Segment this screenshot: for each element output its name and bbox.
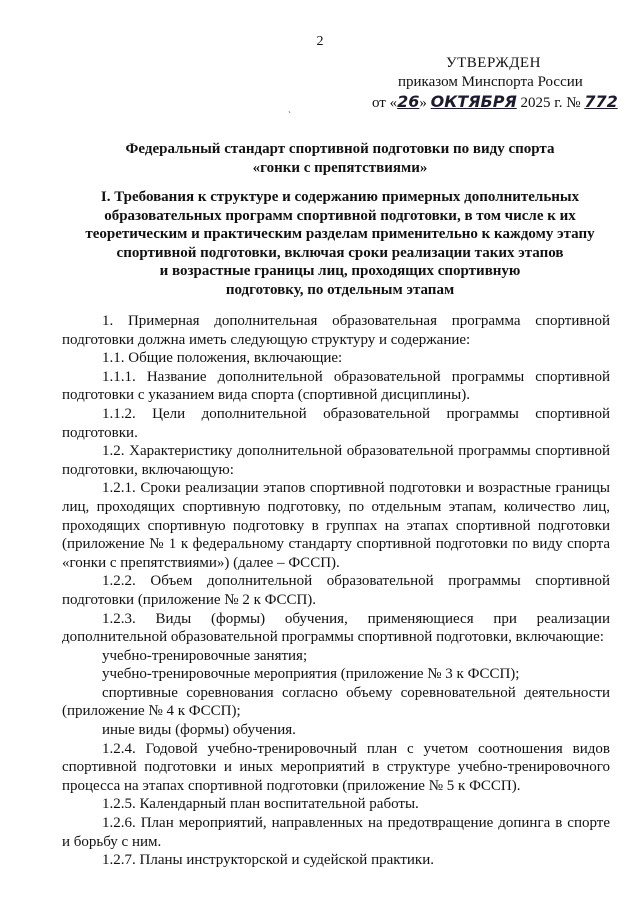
date-mid: »: [419, 95, 427, 111]
document-title: [60, 140, 620, 178]
paragraph: 1.2.5. Календарный план воспитательной работы.: [102, 796, 419, 813]
handwritten-order-number: 772: [584, 92, 618, 111]
order-line: приказом Минспорта России: [398, 74, 583, 90]
date-year: 2025 г. №: [520, 95, 581, 111]
paragraph: 1. Примерная дополнительная образовательная программа спортивной подготовки должна иметь следующую структуру и содержание:: [62, 313, 610, 348]
document-body: [62, 312, 610, 870]
heading-line: спортивной подготовки, включая сроки реализации таких этапов: [116, 244, 564, 261]
heading-line: и возрастные границы лиц, проходящих спортивную: [159, 263, 521, 280]
handwritten-day: 26: [397, 92, 420, 111]
section-heading: [60, 188, 620, 300]
heading-line: подготовку, по отдельным этапам: [225, 281, 455, 298]
title-line-1: Федеральный стандарт спортивной подготовки по виду спорта: [125, 141, 555, 157]
date-prefix: от «: [372, 95, 398, 111]
paragraph: 1.2.6. План мероприятий, направленных на предотвращение допинга в спорте и борьбу с ним.: [62, 815, 610, 850]
list-line: учебно-тренировочные мероприятия (приложение № 3 к ФССП);: [102, 666, 520, 683]
order-date-line: [372, 92, 622, 113]
scan-mark: `: [288, 110, 291, 120]
paragraph: 1.1. Общие положения, включающие:: [102, 350, 343, 367]
approval-stamp: [372, 54, 622, 113]
paragraph: 1.1.2. Цели дополнительной образовательной программы спортивной подготовки.: [62, 405, 610, 441]
list-line: учебно-тренировочные занятия;: [102, 647, 308, 664]
handwritten-month: ОКТЯБРЯ: [430, 92, 517, 111]
paragraph: 1.2.4. Годовой учебно-тренировочный план с учетом соотношения видов спортивной подготовки и иных мероприятий в структуре учебно-тренировочного процесса на этапах спортивной подготовки (приложение № 5 к ФССП).: [62, 740, 610, 794]
paragraph: 1.2. Характеристику дополнительной образовательной программы спортивной подготовки, включающую:: [62, 443, 610, 478]
paragraph: 1.1.1. Название дополнительной образовательной программы спортивной подготовки с указанием вида спорта (спортивной дисциплины).: [62, 368, 610, 404]
paragraph: 1.2.7. Планы инструкторской и судейской практики.: [102, 852, 434, 869]
paragraph: 1.2.1. Сроки реализации этапов спортивной подготовки и возрастные границы лиц, проходящих спортивную подготовку, по отдельным этапам, количество лиц, проходящих спортивную подготовку в группах на этапах спортивной подготовки (приложение № 1 к федеральному стандарту спортивной подготовки по виду спорта «гонки с препятствиями») (далее – ФССП).: [62, 480, 610, 571]
heading-line: теоретическим и практическим разделам применительно к каждому этапу: [85, 226, 595, 243]
heading-line: образовательных программ спортивной подготовки, в том числе к их: [104, 207, 576, 224]
paragraph: 1.2.3. Виды (формы) обучения, применяющиеся при реализации дополнительной образовательной программы спортивной подготовки, включающие:: [62, 610, 610, 646]
list-line: спортивные соревнования согласно объему соревновательной деятельности (приложение № 4 к ФССП);: [62, 684, 610, 720]
list-line: иные виды (формы) обучения.: [102, 722, 296, 739]
approved-label: УТВЕРЖДЕН: [446, 55, 541, 71]
heading-line: I. Требования к структуре и содержанию примерных дополнительных: [100, 189, 580, 205]
page-number: 2: [316, 34, 324, 49]
paragraph: 1.2.2. Объем дополнительной образовательной программы спортивной подготовки (приложение № 2 к ФССП).: [62, 573, 610, 608]
title-line-2: «гонки с препятствиями»: [252, 160, 428, 176]
